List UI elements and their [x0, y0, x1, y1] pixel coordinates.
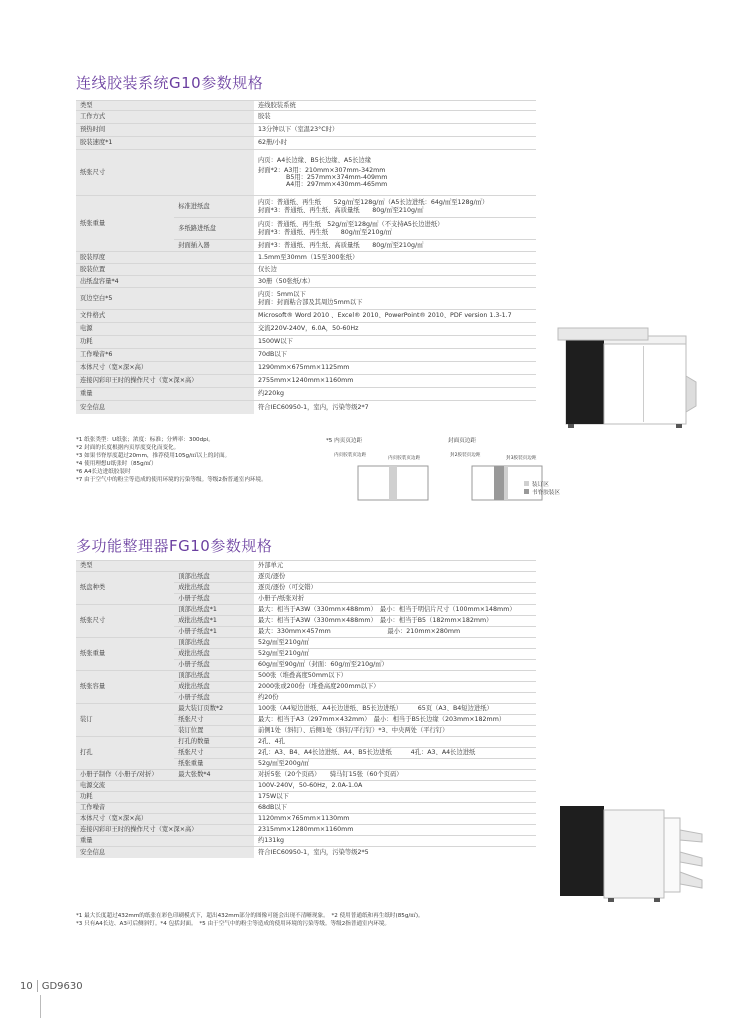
value: 13分钟以下（室温23°C时）	[254, 124, 536, 137]
sublabel: 多纸路进纸盘	[174, 218, 254, 240]
value-line: 封面：封面粘合部及其周边5mm以下	[258, 298, 363, 306]
label: 连接闪彩印王时的操作尺寸（宽×深×高）	[76, 375, 254, 388]
value: 仅长边	[254, 264, 536, 276]
value: 60g/㎡至90g/㎡（封面：60g/㎡至210g/㎡）	[254, 660, 536, 671]
value	[254, 196, 536, 218]
sublabel: 标准进纸盘	[174, 196, 254, 218]
diagram-legend	[524, 480, 560, 496]
label: 重量	[76, 836, 254, 847]
label: 功耗	[76, 336, 254, 349]
value-line: 内页：普通纸、再生纸 52g/㎡至128g/㎡（不支持A5长边进纸）	[258, 221, 444, 229]
sublabel: 顶部出纸盘*1	[174, 605, 254, 616]
legend-label: 书脊胶装区	[532, 490, 560, 496]
value: 500张（堆叠高度50mm以下）	[254, 671, 536, 682]
value: 62册/小时	[254, 137, 536, 150]
sublabel: 最大装订页数*2	[174, 704, 254, 715]
sublabel: 纸张尺寸	[174, 715, 254, 726]
label: 文件格式	[76, 310, 254, 323]
value: 符合IEC60950-1，室内，污染等级2*7	[254, 401, 536, 414]
sublabel: 成批出纸盘	[174, 583, 254, 594]
label: 纸张容量	[76, 671, 174, 704]
legend-label: 装订区	[532, 482, 549, 488]
sublabel: 装订位置	[174, 726, 254, 737]
model-name: GD9630	[41, 981, 83, 992]
section1-title: 连线胶装系统G10参数规格	[76, 74, 264, 92]
value: 连线胶装系统	[254, 101, 536, 111]
value-line: B5用：257mm×374mm-409mm	[286, 174, 388, 181]
label: 小册子制作（小册子/对折）	[76, 770, 174, 781]
sublabel: 顶部出纸盘	[174, 638, 254, 649]
value-line: A4用：297mm×430mm-465mm	[286, 181, 388, 189]
label: 安全信息	[76, 847, 254, 858]
label: 功耗	[76, 792, 254, 803]
label: 电源	[76, 323, 254, 336]
label: 工作噪音	[76, 803, 254, 814]
margin-diagram	[326, 436, 586, 506]
diagram-sub-label: 封2胶装页边距	[450, 453, 481, 458]
value: 外部单元	[254, 561, 536, 572]
diagram-sub-label: 内页胶装页边距	[334, 453, 367, 458]
value: 封面*3：普通纸、再生纸、高质量纸 80g/㎡至210g/㎡	[254, 240, 536, 252]
label: 页边空白*5	[76, 288, 254, 310]
value: 30册（50张纸/本）	[254, 276, 536, 288]
sublabel: 打孔的数量	[174, 737, 254, 748]
value: 2000张或200份（堆叠高度200mm以下）	[254, 682, 536, 693]
label: 胶装位置	[76, 264, 254, 276]
value: 胶装	[254, 111, 536, 124]
value	[254, 150, 536, 196]
note: *7 由于空气中的粉尘等造成的使用环境的污染等级。等级2指普通室内环境。	[76, 477, 267, 483]
page-footer	[20, 980, 83, 992]
value: 小册子/纸张对折	[254, 594, 536, 605]
sublabel: 顶部出纸盘	[174, 671, 254, 682]
label: 安全信息	[76, 401, 254, 414]
value: 52g/㎡至210g/㎡	[254, 638, 536, 649]
value-line: 内页：普通纸、再生纸 52g/㎡至128g/㎡（A5长边进纸：64g/㎡至128g/㎡）	[258, 199, 489, 207]
sublabel: 顶部出纸盘	[174, 572, 254, 583]
spec-table-fg10	[76, 560, 536, 858]
value: 逐页/逐份（可交错）	[254, 583, 536, 594]
value: 1120mm×765mm×1130mm	[254, 814, 536, 825]
label: 预热时间	[76, 124, 254, 137]
finisher-machine-image	[556, 800, 706, 920]
value: 约20份	[254, 693, 536, 704]
label: 出纸盘容量*4	[76, 276, 254, 288]
value: 100张（A4短边进纸、A4长边进纸、B5长边进纸） 65页（A3、B4短边进纸）	[254, 704, 536, 715]
value: 约220kg	[254, 388, 536, 401]
value: 最大：相当于A3（297mm×432mm） 最小：相当于B5长边缘（203mm×182mm）	[254, 715, 536, 726]
diagram-label-cover: 封面页边距	[448, 438, 476, 444]
sublabel: 最大张数*4	[174, 770, 254, 781]
label: 纸张重量	[76, 196, 174, 252]
sublabel: 小册子纸盘	[174, 693, 254, 704]
label: 类型	[76, 101, 254, 111]
sublabel: 纸张重量	[174, 759, 254, 770]
label: 胶装厚度	[76, 252, 254, 264]
value: Microsoft® Word 2010 、Excel® 2010、PowerPoint® 2010、PDF version 1.3-1.7	[254, 310, 536, 323]
diagram-label-inner: *5 内页页边距	[326, 438, 363, 444]
value: 最大：330mm×457mm 最小：210mm×280mm	[254, 627, 536, 638]
diagram-sub-label: 内页胶装页边距	[388, 456, 421, 461]
value-line: 封面*2：A3用：210mm×307mm-342mm	[258, 166, 386, 174]
value: 175W以下	[254, 792, 536, 803]
value-line: 封面*3：普通纸、再生纸、高质量纸 80g/㎡至210g/㎡	[258, 206, 424, 214]
note: *2 封面的长度根据内页厚度变化而变化。	[76, 445, 180, 451]
value: 1.5mm至30mm（15至300张纸）	[254, 252, 536, 264]
label: 工作噪音*6	[76, 349, 254, 362]
sublabel: 小册子纸盘	[174, 594, 254, 605]
note: *3 如果书脊厚度超过20mm，推荐使用105g/㎡以上的封面。	[76, 453, 231, 459]
footer-rule	[40, 995, 41, 1018]
value: 逐页/逐份	[254, 572, 536, 583]
value: 2315mm×1280mm×1160mm	[254, 825, 536, 836]
sublabel: 成批出纸盘	[174, 649, 254, 660]
label: 工作方式	[76, 111, 254, 124]
value: 前侧1处（斜钉）、后侧1处（斜钉/平行钉）*3、中央两处（平行钉）	[254, 726, 536, 737]
sublabel: 成批出纸盘	[174, 682, 254, 693]
divider	[37, 980, 38, 992]
value-line: 内页：5mm以下	[258, 291, 306, 299]
label: 本体尺寸（宽×深×高）	[76, 814, 254, 825]
spec-table-g10	[76, 100, 536, 414]
label: 重量	[76, 388, 254, 401]
value: 约131kg	[254, 836, 536, 847]
label: 连接闪彩印王时的操作尺寸（宽×深×高）	[76, 825, 254, 836]
label: 纸张尺寸	[76, 150, 254, 196]
label: 纸张重量	[76, 638, 174, 671]
notes-g10	[76, 436, 326, 484]
note: *3 只有A4长边、A3可后侧斜钉。*4 包括封面。 *5 由于空气中的粉尘等造成的使用环境的污染等级。等级2指普通室内环境。	[76, 921, 391, 927]
label: 胶装速度*1	[76, 137, 254, 150]
label: 纸盘种类	[76, 572, 174, 605]
value: 交流220V-240V，6.0A，50-60Hz	[254, 323, 536, 336]
bookbinder-machine-image	[548, 316, 698, 436]
note: *1 纸张类型：U纸张；浓度：标准；分辨率：300dpi。	[76, 437, 214, 443]
label: 类型	[76, 561, 254, 572]
sublabel: 封面插入器	[174, 240, 254, 252]
value: 对折5张（20个页码） 骑马钉15张（60个页码）	[254, 770, 536, 781]
value: 68dB以下	[254, 803, 536, 814]
sublabel: 小册子纸盘	[174, 660, 254, 671]
value: 最大：相当于A3W（330mm×488mm） 最小：相当于明信片尺寸（100mm×148mm）	[254, 605, 536, 616]
value: 最大：相当于A3W（330mm×488mm） 最小：相当于B5（182mm×182mm）	[254, 616, 536, 627]
label: 纸张尺寸	[76, 605, 174, 638]
diagram-sub-label: 封3胶装页边距	[506, 456, 537, 461]
value: 2孔：A3、B4、A4长边进纸、A4、B5长边进纸 4孔：A3、A4长边进纸	[254, 748, 536, 759]
label: 本体尺寸（宽×深×高）	[76, 362, 254, 375]
value	[254, 288, 536, 310]
value: 2755mm×1240mm×1160mm	[254, 375, 536, 388]
sublabel: 小册子纸盘*1	[174, 627, 254, 638]
page-number: 10	[20, 981, 33, 992]
sublabel: 成批出纸盘*1	[174, 616, 254, 627]
note: *1 最大长度超过432mm的纸张在彩色印刷模式下，超出432mm部分的图像可能会出现不清晰现象。 *2 使用普通纸和再生纸时(85g/㎡)。	[76, 913, 424, 919]
inner-margin-drawing	[356, 462, 436, 502]
value: 52g/㎡至210g/㎡	[254, 649, 536, 660]
label: 电源交流	[76, 781, 254, 792]
value: 52g/㎡至200g/㎡	[254, 759, 536, 770]
value: 100V-240V，50-60Hz，2.0A-1.0A	[254, 781, 536, 792]
section2-title: 多功能整理器FG10参数规格	[76, 537, 273, 555]
value: 1290mm×675mm×1125mm	[254, 362, 536, 375]
value: 2孔、4孔	[254, 737, 536, 748]
value-line: 封面*3：普通纸、再生纸 80g/㎡至210g/㎡	[258, 228, 392, 236]
value: 符合IEC60950-1，室内，污染等级2*5	[254, 847, 536, 858]
value	[254, 218, 536, 240]
note: *6 A4长边进纸胶装时	[76, 469, 131, 475]
note: *4 使用理想U纸张时（85g/㎡）	[76, 461, 157, 467]
value: 1500W以下	[254, 336, 536, 349]
sublabel: 纸张尺寸	[174, 748, 254, 759]
label: 打孔	[76, 737, 174, 770]
label: 装订	[76, 704, 174, 737]
value-line: 内页：A4长边缘、B5长边缘、A5长边缘	[258, 156, 372, 164]
notes-fg10	[76, 912, 546, 928]
value: 70dB以下	[254, 349, 536, 362]
